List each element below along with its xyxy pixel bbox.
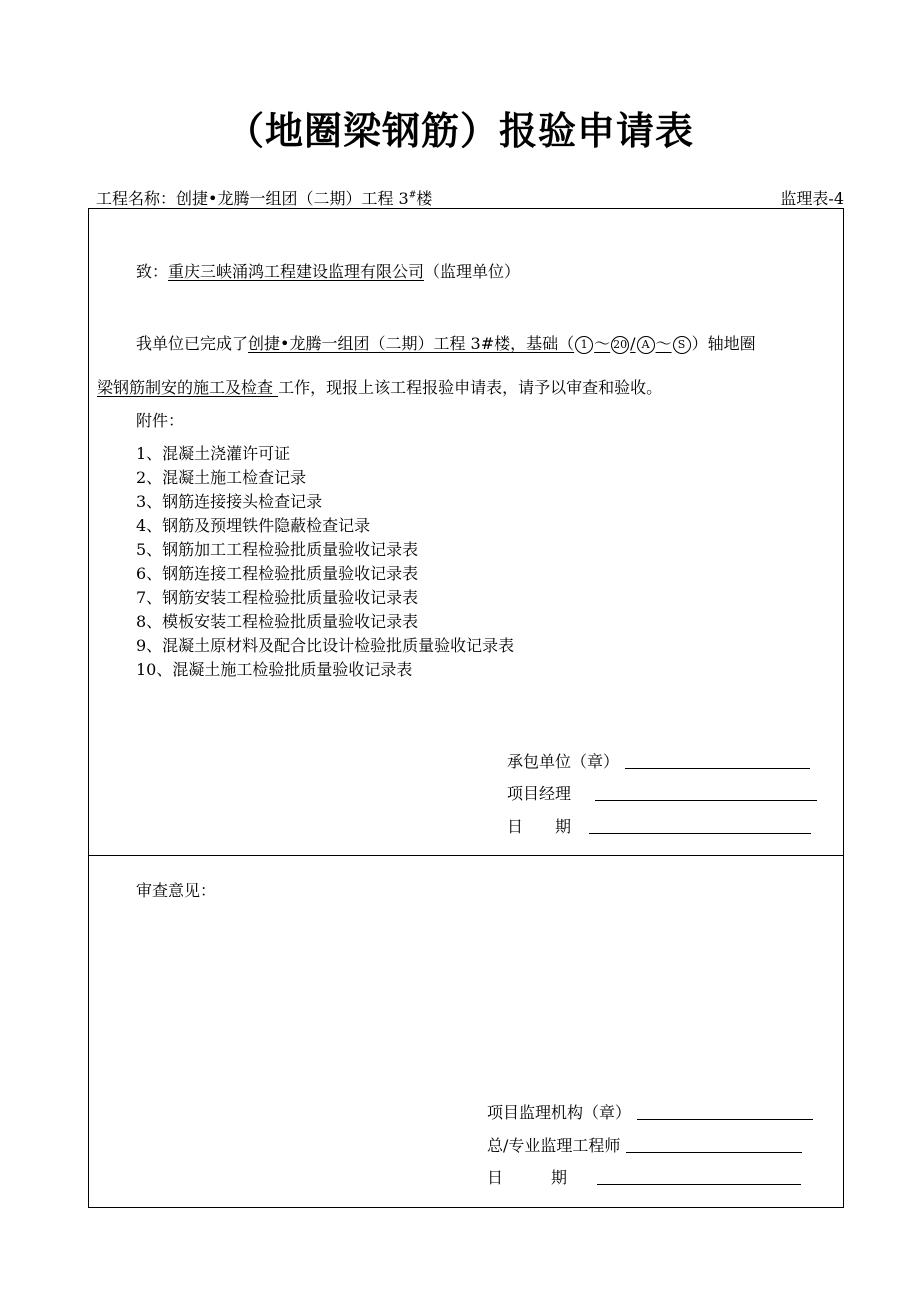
engineer-label: 总/专业监理工程师 (487, 1136, 621, 1155)
attachment-item: 9、混凝土原材料及配合比设计检验批质量验收记录表 (136, 636, 515, 655)
date-blank[interactable] (589, 832, 811, 834)
addressee-suffix: （监理单位） (424, 262, 521, 281)
body-prefix: 我单位已完成了 (136, 334, 249, 353)
axis-20-circled: 20 (611, 336, 629, 354)
agency-blank[interactable] (637, 1118, 813, 1120)
attachment-item: 7、钢筋安装工程检验批质量验收记录表 (136, 588, 419, 607)
project-name-line (96, 186, 432, 209)
addressee-company: 重庆三峡涌鸿工程建设监理有限公司 (168, 262, 425, 281)
review-section (88, 855, 844, 1208)
addressee-line (136, 259, 520, 282)
body-project-underlined (248, 334, 692, 353)
contractor-blank[interactable] (625, 767, 810, 769)
attachment-item: 10、混凝土施工检验批质量验收记录表 (136, 660, 413, 679)
attachment-item: 3、钢筋连接接头检查记录 (136, 492, 323, 511)
body-axis-end: ）轴地圈 (691, 334, 756, 353)
manager-label: 项目经理 (507, 784, 572, 803)
manager-blank[interactable] (595, 799, 817, 801)
agency-signature-row (487, 1100, 813, 1123)
attachment-item: 5、钢筋加工工程检验批质量验收记录表 (136, 540, 419, 559)
review-date-blank[interactable] (597, 1183, 801, 1185)
project-name: 创捷•龙腾一组团（二期）工程 3 (176, 189, 409, 208)
axis-1-circled: 1 (575, 336, 593, 354)
attachment-item: 4、钢筋及预埋铁件隐蔽检查记录 (136, 516, 371, 535)
date-signature-row (507, 814, 811, 837)
attachments-label: 附件： (136, 411, 185, 430)
attachment-item: 8、模板安装工程检验批质量验收记录表 (136, 612, 419, 631)
contractor-label: 承包单位（章） (507, 752, 620, 771)
addressee-prefix: 致： (136, 262, 169, 281)
attachment-item: 1、混凝土浇灌许可证 (136, 444, 291, 463)
date-label: 日 期 (507, 817, 572, 836)
project-label: 工程名称： (96, 189, 177, 208)
contractor-signature-row (507, 749, 810, 772)
body-line2-rest: 工作，现报上该工程报验申请表，请予以审查和验收。 (278, 378, 663, 397)
application-section (88, 208, 844, 856)
body-line-2 (97, 375, 662, 398)
axis-tilde-2: ～ (655, 334, 672, 353)
body-line-1 (136, 331, 756, 354)
form-number: 监理表-4 (780, 189, 844, 208)
engineer-blank[interactable] (626, 1151, 802, 1153)
review-label: 审查意见： (136, 881, 217, 900)
review-date-signature-row (487, 1165, 801, 1188)
attachment-item: 6、钢筋连接工程检验批质量验收记录表 (136, 564, 419, 583)
attachment-item: 2、混凝土施工检查记录 (136, 468, 307, 487)
engineer-signature-row (487, 1133, 802, 1156)
agency-label: 项目监理机构（章） (487, 1103, 632, 1122)
manager-signature-row (507, 781, 817, 804)
axis-slash: / (630, 334, 636, 353)
form-header (96, 186, 844, 209)
axis-tilde-1: ～ (594, 334, 611, 353)
body-line2-underlined: 梁钢筋制安的施工及检查 (97, 378, 279, 397)
project-name-suffix: 楼 (416, 189, 433, 208)
axis-s-circled: S (673, 336, 691, 354)
form-title: （地圈梁钢筋）报验申请表 (225, 108, 694, 153)
project-name-sup: # (408, 190, 417, 201)
body-project: 创捷•龙腾一组团（二期）工程 3#楼，基础（ (248, 334, 575, 353)
review-date-label: 日 期 (487, 1168, 568, 1187)
axis-a-circled: A (637, 336, 655, 354)
